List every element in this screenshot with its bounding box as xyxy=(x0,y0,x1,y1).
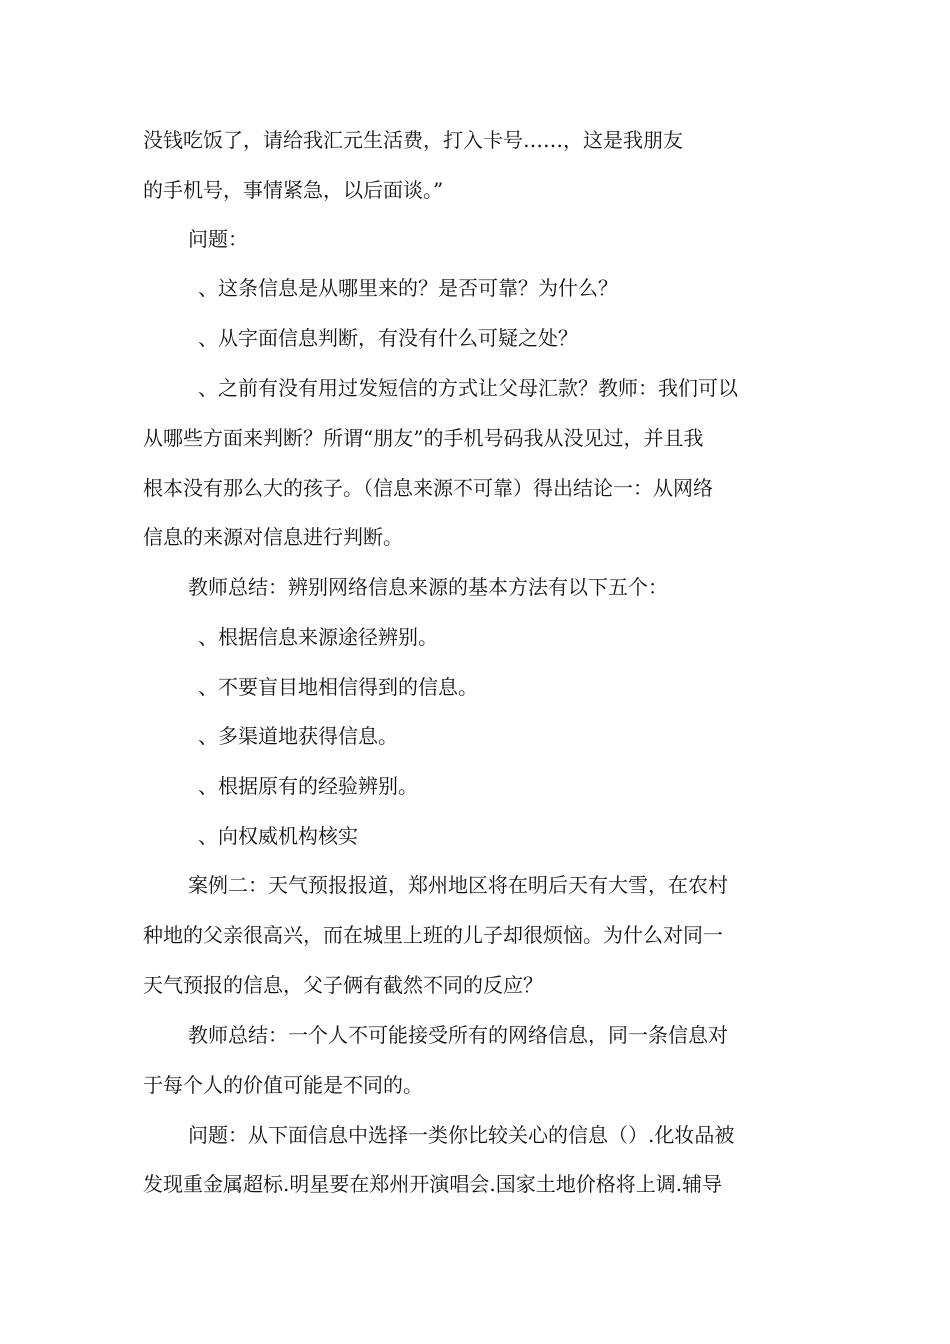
text-line: 信息的来源对信息进行判断。 xyxy=(143,525,403,549)
text-line: 发现重金属超标.明星要在郑州开演唱会.国家土地价格将上调.辅导 xyxy=(143,1172,723,1196)
text-line: 、多渠道地获得信息。 xyxy=(198,724,398,748)
text-line: 从哪些方面来判断？所谓“朋友”的手机号码我从没见过，并且我 xyxy=(143,426,704,450)
text-line: 、向权威机构核实 xyxy=(198,824,358,848)
text-line: 根本没有那么大的孩子。（信息来源不可靠）得出结论一：从网络 xyxy=(143,476,713,500)
text-line: 于每个人的价值可能是不同的。 xyxy=(143,1073,423,1097)
text-line: 的手机号，事情紧急，以后面谈。” xyxy=(143,178,444,202)
text-line: 天气预报的信息，父子俩有截然不同的反应？ xyxy=(143,973,543,997)
text-line: 、这条信息是从哪里来的？是否可靠？为什么？ xyxy=(198,276,618,300)
text-line: 、根据信息来源途径辨别。 xyxy=(198,625,438,649)
text-line: 、从字面信息判断，有没有什么可疑之处？ xyxy=(198,326,578,350)
text-line: 、不要盲目地相信得到的信息。 xyxy=(198,675,478,699)
text-line: 没钱吃饭了，请给我汇元生活费，打入卡号……，这是我朋友 xyxy=(143,128,683,152)
text-line: 问题：从下面信息中选择一类你比较关心的信息（）.化妆品被 xyxy=(188,1123,735,1147)
text-line: 问题： xyxy=(188,227,248,251)
text-line: 教师总结：辨别网络信息来源的基本方法有以下五个： xyxy=(188,575,668,599)
text-line: 教师总结：一个人不可能接受所有的网络信息，同一条信息对 xyxy=(188,1023,728,1047)
text-line: 案例二：天气预报报道，郑州地区将在明后天有大雪，在农村 xyxy=(188,873,728,897)
text-line: 、之前有没有用过发短信的方式让父母汇款？教师：我们可以 xyxy=(198,376,738,400)
text-line: 种地的父亲很高兴，而在城里上班的儿子却很烦恼。为什么对同一 xyxy=(143,923,723,947)
text-line: 、根据原有的经验辨别。 xyxy=(198,774,418,798)
